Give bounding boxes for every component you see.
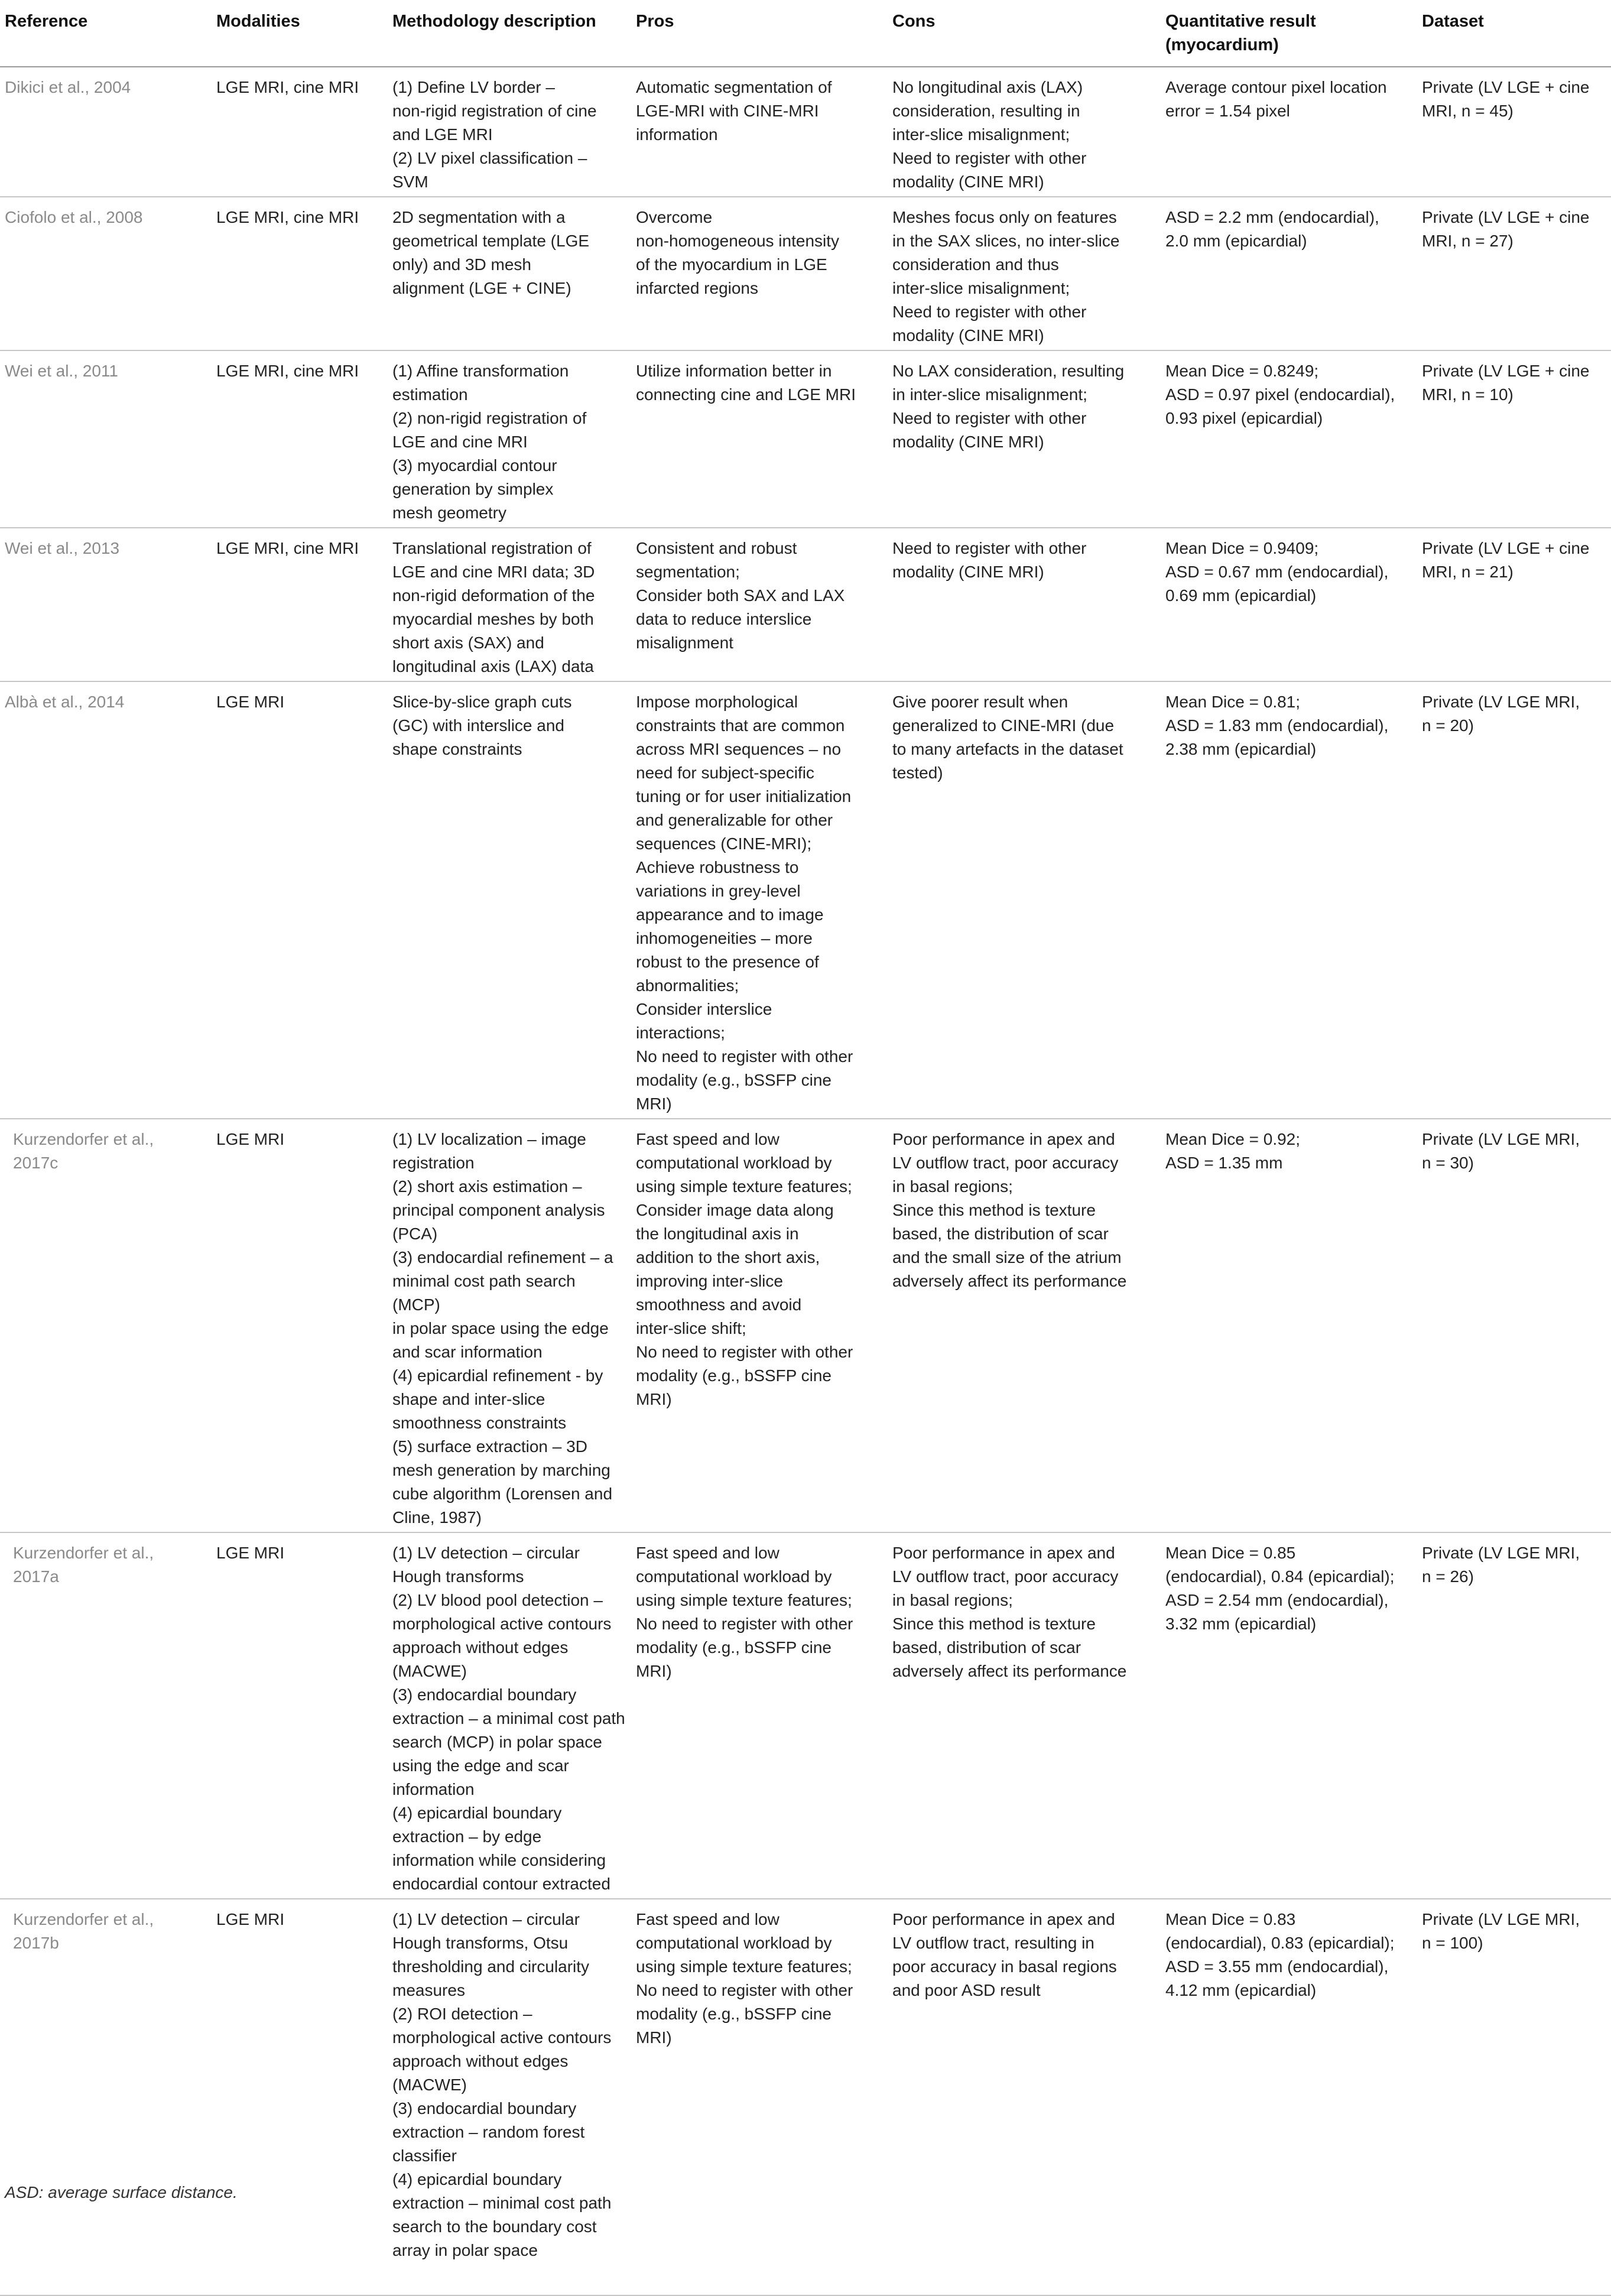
cell-methodology: Translational registration of LGE and cine MRI data; 3D non-rigid deformation of the myocardial meshes by both short axis (SAX) and longitudinal axis (LAX) data: [388, 528, 631, 681]
cell-modalities: LGE MRI: [212, 1899, 388, 2295]
cell-dataset: Private (LV LGE MRI, n = 100): [1417, 1899, 1611, 2295]
cell-result: Mean Dice = 0.85 (endocardial), 0.84 (epicardial); ASD = 2.54 mm (endocardial), 3.32 mm (epicardial): [1161, 1532, 1417, 1899]
cell-modalities: LGE MRI: [212, 1532, 388, 1899]
table-row: [0, 1899, 1611, 2295]
cell-reference[interactable]: Dikici et al., 2004: [0, 67, 212, 197]
cell-cons: No LAX consideration, resulting in inter-slice misalignment; Need to register with other modality (CINE MRI): [888, 350, 1161, 528]
cell-result: Mean Dice = 0.9409; ASD = 0.67 mm (endocardial), 0.69 mm (epicardial): [1161, 528, 1417, 681]
cell-dataset: Private (LV LGE MRI, n = 26): [1417, 1532, 1611, 1899]
cell-reference[interactable]: Ciofolo et al., 2008: [0, 197, 212, 350]
cell-reference[interactable]: Kurzendorfer et al., 2017b: [0, 1899, 212, 2295]
cell-methodology: 2D segmentation with a geometrical template (LGE only) and 3D mesh alignment (LGE + CINE): [388, 197, 631, 350]
cell-pros: Automatic segmentation of LGE-MRI with CINE-MRI information: [631, 67, 888, 197]
cell-pros: Fast speed and low computational workload by using simple texture features; Consider image data along the longitudinal axis in addition to the short axis, improving inter-slice smoothness and avoid inter-slice shift; No need to register with other modality (e.g., bSSFP cine MRI): [631, 1119, 888, 1532]
cell-methodology: Slice-by-slice graph cuts (GC) with interslice and shape constraints: [388, 681, 631, 1119]
cell-result: Mean Dice = 0.8249; ASD = 0.97 pixel (endocardial), 0.93 pixel (epicardial): [1161, 350, 1417, 528]
cell-cons: Give poorer result when generalized to CINE-MRI (due to many artefacts in the dataset tested): [888, 681, 1161, 1119]
table-row: [0, 350, 1611, 528]
cell-reference[interactable]: Wei et al., 2013: [0, 528, 212, 681]
cell-modalities: LGE MRI, cine MRI: [212, 197, 388, 350]
cell-modalities: LGE MRI: [212, 1119, 388, 1532]
table-row: [0, 197, 1611, 350]
cell-cons: No longitudinal axis (LAX) consideration, resulting in inter-slice misalignment; Need to register with other modality (CINE MRI): [888, 67, 1161, 197]
cell-methodology: (1) LV localization – image registration (2) short axis estimation – principal component analysis (PCA) (3) endocardial refinement – a minimal cost path search (MCP) in polar space using the edge and scar information (4) epicardial refinement - by shape and inter-slice smoothness constraints (5) surface extraction – 3D mesh generation by marching cube algorithm (Lorensen and Cline, 1987): [388, 1119, 631, 1532]
cell-result: Mean Dice = 0.83 (endocardial), 0.83 (epicardial); ASD = 3.55 mm (endocardial), 4.12 mm (epicardial): [1161, 1899, 1417, 2295]
cell-cons: Poor performance in apex and LV outflow tract, poor accuracy in basal regions; Since this method is texture based, the distribution of scar and the small size of the atrium adversely affect its performance: [888, 1119, 1161, 1532]
cell-dataset: Private (LV LGE + cine MRI, n = 27): [1417, 197, 1611, 350]
cell-modalities: LGE MRI: [212, 681, 388, 1119]
cell-result: Mean Dice = 0.81; ASD = 1.83 mm (endocardial), 2.38 mm (epicardial): [1161, 681, 1417, 1119]
table-body: [0, 67, 1611, 2295]
cell-dataset: Private (LV LGE MRI, n = 20): [1417, 681, 1611, 1119]
cell-cons: Meshes focus only on features in the SAX slices, no inter-slice consideration and thus inter-slice misalignment; Need to register with other modality (CINE MRI): [888, 197, 1161, 350]
cell-pros: Overcome non-homogeneous intensity of the myocardium in LGE infarcted regions: [631, 197, 888, 350]
cell-result: Average contour pixel location error = 1.54 pixel: [1161, 67, 1417, 197]
cell-dataset: Private (LV LGE + cine MRI, n = 45): [1417, 67, 1611, 197]
cell-reference[interactable]: Wei et al., 2011: [0, 350, 212, 528]
cell-result: Mean Dice = 0.92; ASD = 1.35 mm: [1161, 1119, 1417, 1532]
col-header-result: Quantitative result (myocardium): [1161, 0, 1417, 67]
cell-methodology: (1) Affine transformation estimation (2) non-rigid registration of LGE and cine MRI (3) myocardial contour generation by simplex mesh geometry: [388, 350, 631, 528]
cell-pros: Utilize information better in connecting cine and LGE MRI: [631, 350, 888, 528]
cell-reference[interactable]: Albà et al., 2014: [0, 681, 212, 1119]
cell-cons: Poor performance in apex and LV outflow tract, resulting in poor accuracy in basal regions and poor ASD result: [888, 1899, 1161, 2295]
cell-cons: Need to register with other modality (CINE MRI): [888, 528, 1161, 681]
table-footnote: ASD: average surface distance.: [5, 2183, 238, 2201]
col-header-dataset: Dataset: [1417, 0, 1611, 67]
cell-cons: Poor performance in apex and LV outflow tract, poor accuracy in basal regions; Since this method is texture based, distribution of scar adversely affect its performance: [888, 1532, 1161, 1899]
table-row: [0, 681, 1611, 1119]
cell-methodology: (1) Define LV border – non-rigid registration of cine and LGE MRI (2) LV pixel classification – SVM: [388, 67, 631, 197]
table-row: [0, 67, 1611, 197]
cell-reference[interactable]: Kurzendorfer et al., 2017c: [0, 1119, 212, 1532]
cell-pros: Consistent and robust segmentation; Consider both SAX and LAX data to reduce interslice misalignment: [631, 528, 888, 681]
cell-modalities: LGE MRI, cine MRI: [212, 528, 388, 681]
col-header-reference: Reference: [0, 0, 212, 67]
cell-reference[interactable]: Kurzendorfer et al., 2017a: [0, 1532, 212, 1899]
col-header-pros: Pros: [631, 0, 888, 67]
cell-modalities: LGE MRI, cine MRI: [212, 67, 388, 197]
cell-pros: Fast speed and low computational workload by using simple texture features; No need to register with other modality (e.g., bSSFP cine MRI): [631, 1532, 888, 1899]
col-header-methodology: Methodology description: [388, 0, 631, 67]
cell-result: ASD = 2.2 mm (endocardial), 2.0 mm (epicardial): [1161, 197, 1417, 350]
cell-modalities: LGE MRI, cine MRI: [212, 350, 388, 528]
cell-dataset: Private (LV LGE MRI, n = 30): [1417, 1119, 1611, 1532]
cell-dataset: Private (LV LGE + cine MRI, n = 10): [1417, 350, 1611, 528]
cell-dataset: Private (LV LGE + cine MRI, n = 21): [1417, 528, 1611, 681]
col-header-cons: Cons: [888, 0, 1161, 67]
table-row: [0, 1532, 1611, 1899]
cell-methodology: (1) LV detection – circular Hough transforms, Otsu thresholding and circularity measures (2) ROI detection – morphological active contours approach without edges (MACWE) (3) endocardial boundary extraction – random forest classifier (4) epicardial boundary extraction – minimal cost path search to the boundary cost array in polar space: [388, 1899, 631, 2295]
cell-methodology: (1) LV detection – circular Hough transforms (2) LV blood pool detection – morphological active contours approach without edges (MACWE) (3) endocardial boundary extraction – a minimal cost path search (MCP) in polar space using the edge and scar information (4) epicardial boundary extraction – by edge information while considering endocardial contour extracted: [388, 1532, 631, 1899]
header-row: [0, 0, 1611, 67]
cell-pros: Fast speed and low computational workload by using simple texture features; No need to register with other modality (e.g., bSSFP cine MRI): [631, 1899, 888, 2295]
col-header-modalities: Modalities: [212, 0, 388, 67]
table-row: [0, 528, 1611, 681]
table-row: [0, 1119, 1611, 1532]
cell-pros: Impose morphological constraints that are common across MRI sequences – no need for subject-specific tuning or for user initialization and generalizable for other sequences (CINE-MRI); Achieve robustness to variations in grey-level appearance and to image inhomogeneities – more robust to the presence of abnormalities; Consider interslice interactions; No need to register with other modality (e.g., bSSFP cine MRI): [631, 681, 888, 1119]
